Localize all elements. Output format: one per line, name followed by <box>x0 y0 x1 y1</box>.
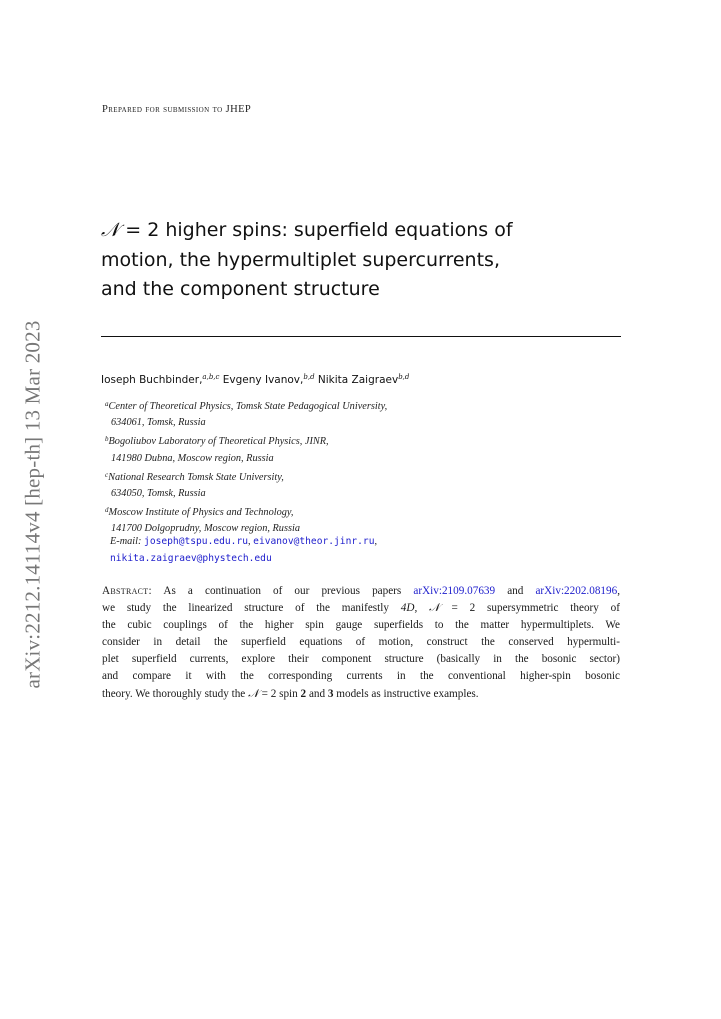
affiliation-a-address: 634061, Tomsk, Russia <box>111 417 206 429</box>
arxiv-link-2[interactable]: arXiv:2202.08196 <box>535 585 618 597</box>
abstract-line: and compare it with the corresponding currents in the conventional higher-spin bosonic <box>102 670 620 683</box>
affiliation-c: $^c$National Research Tomsk State University, <box>105 470 284 483</box>
email-separator: , <box>374 536 378 547</box>
author-affiliation-marks: b,d <box>303 373 315 381</box>
author-name: Evgeny Ivanov, <box>222 374 304 386</box>
affiliation-c-address: 634050, Tomsk, Russia <box>111 488 206 500</box>
arxiv-side-stamp <box>18 318 48 690</box>
email-label: E-mail: <box>110 536 142 547</box>
title-math-n: 𝒩 <box>101 219 120 241</box>
abstract-math: 4D, 𝒩 <box>400 602 440 615</box>
email-line-2 <box>110 550 377 567</box>
abstract <box>102 583 620 703</box>
abstract-line: Abstract: As a continuation of our previous papers arXiv:2109.07639 and arXiv:2202.08196, <box>102 585 620 597</box>
spin-value: 3 <box>327 687 334 700</box>
affiliation-b-address: 141980 Dubna, Moscow region, Russia <box>111 452 274 464</box>
email-separator: , <box>248 536 251 547</box>
abstract-line: theory. We thoroughly study the 𝒩 = 2 spin 2 and 3 models as instructive examples. <box>102 687 479 700</box>
abstract-line: plet superfield currents, explore their component structure (basically in the bosonic sector) <box>102 653 620 666</box>
email-link-3[interactable]: nikita.zaigraev@phystech.edu <box>110 553 272 564</box>
email-link-1[interactable]: joseph@tspu.edu.ru <box>144 536 249 547</box>
author-name: Ioseph Buchbinder, <box>101 374 203 386</box>
title-line-1: 𝒩 = 2 higher spins: superfield equations of <box>101 219 513 241</box>
author-affiliation-marks: a,b,c <box>202 373 220 381</box>
author-name: Nikita Zaigraev <box>317 374 399 386</box>
author-list <box>101 373 409 386</box>
submission-note: Prepared for submission to JHEP <box>102 104 252 115</box>
abstract-line: the cubic couplings of the higher spin gauge superfields to the matter hypermultiplets. We <box>102 619 620 632</box>
arxiv-identifier: arXiv:2212.14114v4 [hep-th] 13 Mar 2023 <box>20 319 45 689</box>
abstract-line: we study the linearized structure of the manifestly 4D, 𝒩 = 2 supersymmetric theory of <box>102 602 620 615</box>
author-affiliation-marks: b,d <box>398 373 410 381</box>
abstract-heading: Abstract: <box>102 585 152 597</box>
email-line-1 <box>110 533 377 550</box>
affiliation-d-address: 141700 Dolgoprudny, Moscow region, Russia <box>111 523 300 535</box>
arxiv-link-1[interactable]: arXiv:2109.07639 <box>413 585 496 597</box>
abstract-math: 𝒩 <box>248 687 259 700</box>
paper-title <box>101 216 621 305</box>
email-link-2[interactable]: eivanov@theor.jinr.ru <box>253 536 375 547</box>
title-line-3: and the component structure <box>101 278 380 300</box>
title-rule <box>101 336 621 337</box>
affiliation-d: $^d$Moscow Institute of Physics and Technology, <box>105 506 294 519</box>
title-line-2: motion, the hypermultiplet supercurrents, <box>101 248 500 271</box>
email-block <box>110 533 377 567</box>
affiliation-b: $^b$Bogoliubov Laboratory of Theoretical Physics, JINR, <box>105 435 329 448</box>
spin-value: 2 <box>300 687 307 700</box>
abstract-line: consider in detail the superfield equations of motion, construct the conserved hypermulti- <box>102 636 620 649</box>
affiliation-a: $^a$Center of Theoretical Physics, Tomsk State Pedagogical University, <box>105 400 388 412</box>
affiliation-list <box>105 396 387 538</box>
